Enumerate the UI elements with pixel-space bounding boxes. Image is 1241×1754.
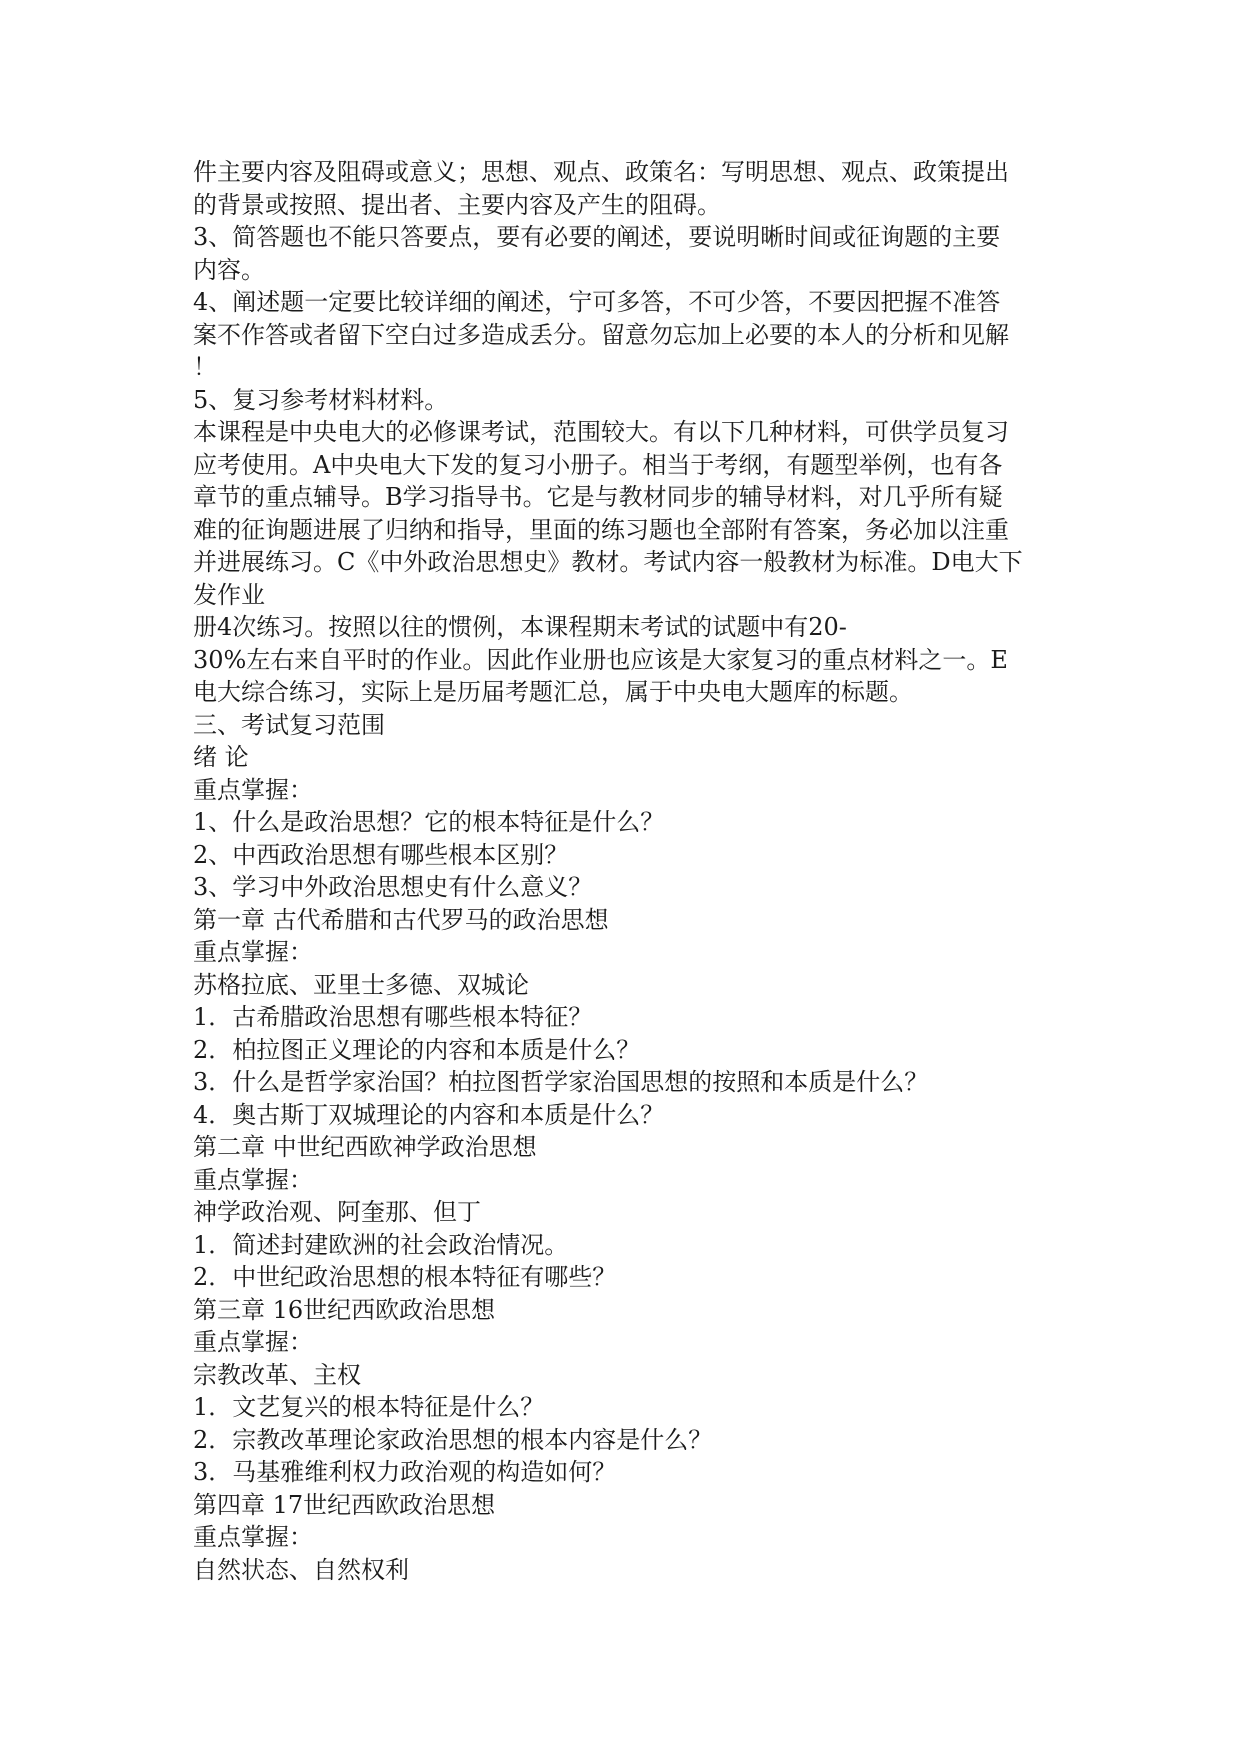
text-line: 电大综合练习，实际上是历届考题汇总，属于中央电大题库的标题。 — [193, 678, 913, 706]
question-item: 4．奥古斯丁双城理论的内容和本质是什么？ — [193, 1100, 665, 1129]
key-terms: 自然状态、自然权利 — [193, 1555, 409, 1584]
text-line: 4、阐述题一定要比较详细的阐述，宁可多答，不可少答，不要因把握不准答 — [193, 288, 1001, 316]
chapter-heading: 第三章 16世纪西欧政治思想 — [193, 1295, 496, 1324]
document-body — [193, 156, 1068, 1586]
text-line: 5、复习参考材料材料。 — [193, 385, 449, 414]
text-line: ！ — [193, 353, 217, 381]
question-item: 1．简述封建欧洲的社会政治情况。 — [193, 1230, 569, 1259]
text-line: 并进展练习。C《中外政治思想史》教材。考试内容一般教材为标准。D电大下 — [193, 548, 1023, 576]
question-item: 3、学习中外政治思想史有什么意义？ — [193, 873, 593, 901]
text-line: 章节的重点辅导。B学习指导书。它是与教材同步的辅导材料，对几乎所有疑 — [193, 483, 1003, 511]
key-points-label: 重点掌握： — [193, 775, 313, 804]
key-points-label: 重点掌握： — [193, 1523, 313, 1551]
key-terms: 神学政治观、阿奎那、但丁 — [193, 1198, 481, 1226]
question-item: 3．什么是哲学家治国？柏拉图哲学家治国思想的按照和本质是什么？ — [193, 1068, 929, 1096]
key-terms: 宗教改革、主权 — [193, 1360, 361, 1389]
question-item: 1．文艺复兴的根本特征是什么？ — [193, 1393, 545, 1421]
question-item: 1．古希腊政治思想有哪些根本特征？ — [193, 1003, 593, 1031]
question-item: 2．中世纪政治思想的根本特征有哪些？ — [193, 1263, 617, 1291]
text-line: 件主要内容及阻碍或意义；思想、观点、政策名：写明思想、观点、政策提出 — [193, 158, 1009, 186]
text-line: 的背景或按照、提出者、主要内容及产生的阻碍。 — [193, 190, 721, 219]
question-item: 2、中西政治思想有哪些根本区别？ — [193, 840, 569, 869]
chapter-heading: 绪 论 — [193, 743, 249, 771]
chapter-heading: 第四章 17世纪西欧政治思想 — [193, 1490, 496, 1519]
text-line: 30%左右来自平时的作业。因此作业册也应该是大家复习的重点材料之一。E — [193, 645, 1008, 674]
text-line: 本课程是中央电大的必修课考试，范围较大。有以下几种材料，可供学员复习 — [193, 418, 1009, 446]
text-line: 发作业 — [193, 580, 265, 609]
text-line: 册4次练习。按照以往的惯例，本课程期末考试的试题中有20- — [193, 613, 847, 641]
chapter-heading: 第二章 中世纪西欧神学政治思想 — [193, 1133, 537, 1161]
question-item: 3．马基雅维利权力政治观的构造如何？ — [193, 1458, 617, 1486]
key-points-label: 重点掌握： — [193, 938, 313, 966]
text-line: 案不作答或者留下空白过多造成丢分。留意勿忘加上必要的本人的分析和见解 — [193, 320, 1009, 349]
key-terms: 苏格拉底、亚里士多德、双城论 — [193, 970, 529, 999]
question-item: 1、什么是政治思想？它的根本特征是什么？ — [193, 808, 665, 836]
question-item: 2．宗教改革理论家政治思想的根本内容是什么？ — [193, 1425, 713, 1454]
question-item: 2．柏拉图正义理论的内容和本质是什么？ — [193, 1035, 641, 1064]
text-line: 难的征询题进展了归纳和指导，里面的练习题也全部附有答案，务必加以注重 — [193, 515, 1009, 544]
text-line: 内容。 — [193, 255, 265, 284]
key-points-label: 重点掌握： — [193, 1165, 313, 1194]
section-heading: 三、考试复习范围 — [193, 710, 385, 739]
chapter-heading: 第一章 古代希腊和古代罗马的政治思想 — [193, 905, 609, 934]
text-line: 3、简答题也不能只答要点，要有必要的阐述，要说明晰时间或征询题的主要 — [193, 223, 1001, 251]
text-line: 应考使用。A中央电大下发的复习小册子。相当于考纲，有题型举例，也有各 — [193, 450, 1003, 479]
key-points-label: 重点掌握： — [193, 1328, 313, 1356]
